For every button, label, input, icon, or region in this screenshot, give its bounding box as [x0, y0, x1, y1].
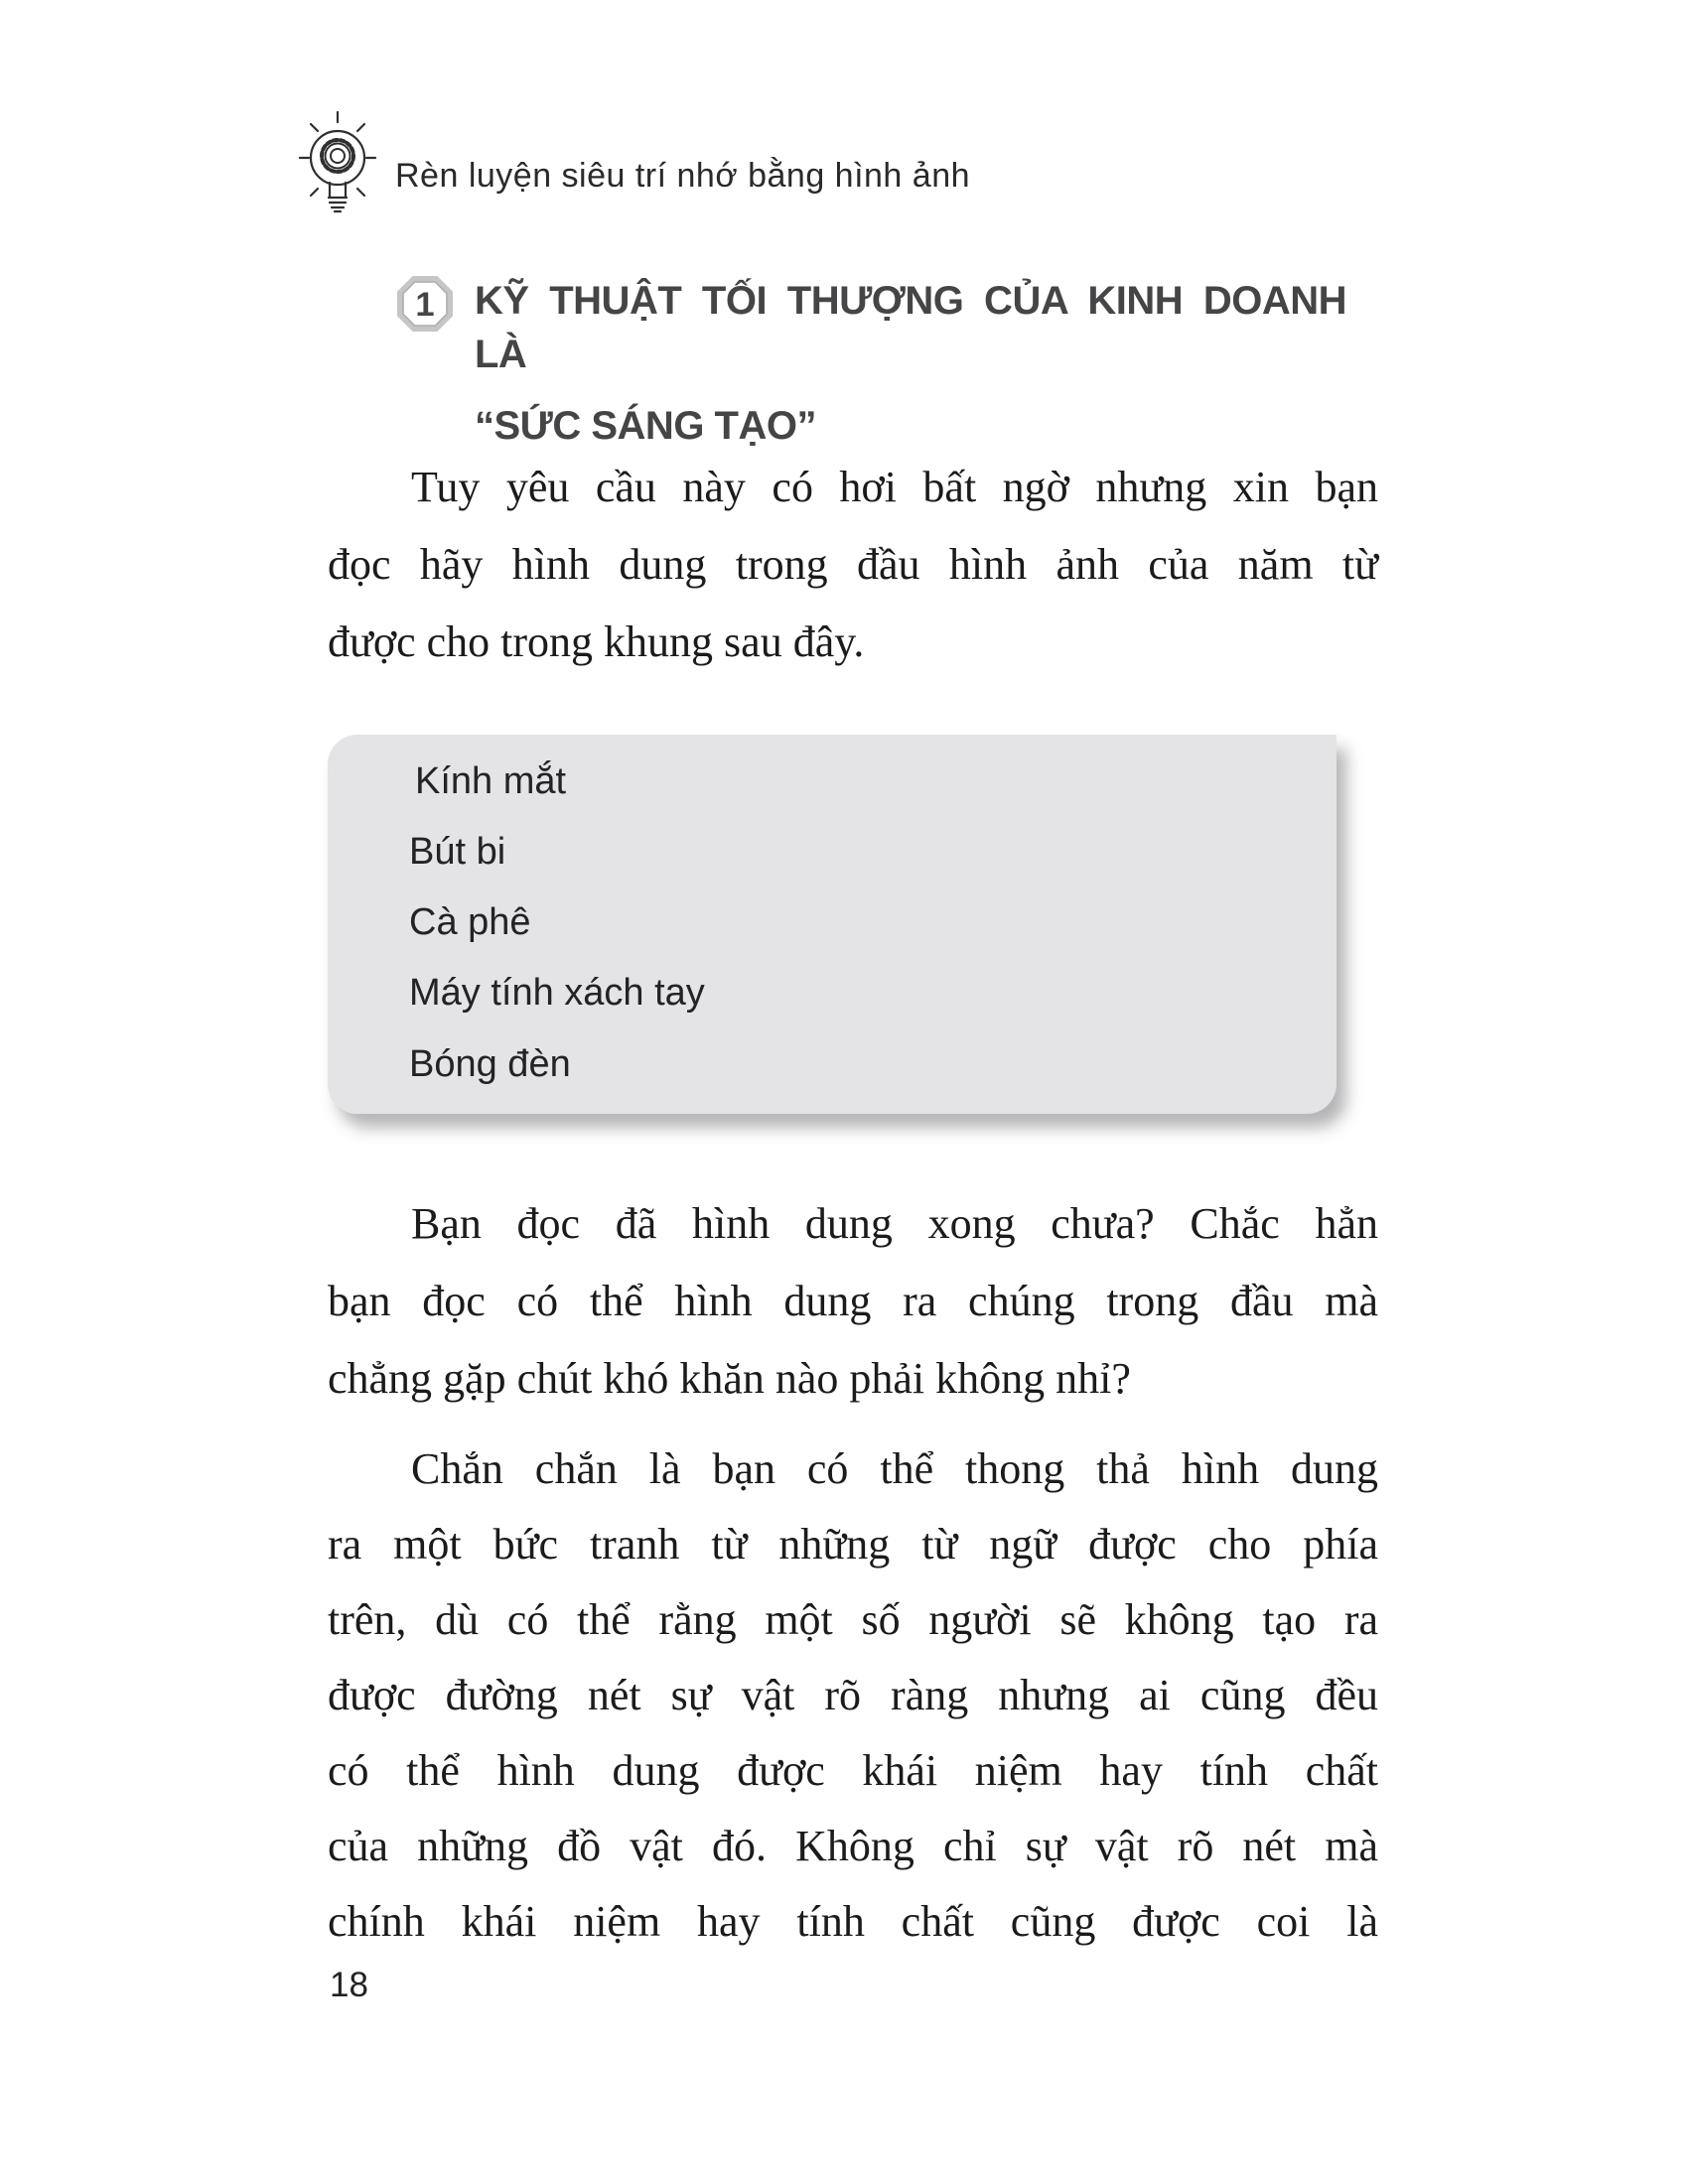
paragraph-line: trên, dù có thể rằng một số người sẽ không tạo ra	[328, 1595, 1378, 1644]
paragraph-line: Bạn đọc đã hình dung xong chưa? Chắc hẳn	[411, 1199, 1378, 1248]
paragraph-line: có thể hình dung được khái niệm hay tính chất	[328, 1746, 1378, 1795]
word-box-item: Kính mắt	[415, 759, 567, 802]
paragraph-line: bạn đọc có thể hình dung ra chúng trong đầu mà	[328, 1277, 1378, 1325]
page-header	[296, 109, 970, 214]
paragraph-2	[328, 1185, 1378, 1418]
paragraph-line: chính khái niệm hay tính chất cũng được coi là	[328, 1897, 1378, 1946]
header-title: Rèn luyện siêu trí nhớ bằng hình ảnh	[395, 156, 971, 195]
word-box-item: Bút bi	[409, 830, 506, 873]
word-box	[328, 735, 1336, 1114]
section-number: 1	[415, 286, 435, 325]
paragraph-line: ra một bức tranh từ những từ ngữ được cho phía	[328, 1520, 1378, 1569]
section-title	[475, 274, 1348, 453]
word-box-item: Máy tính xách tay	[409, 972, 705, 1015]
paragraph-line: được đường nét sự vật rõ ràng nhưng ai cũng đều	[328, 1671, 1378, 1719]
paragraph-line: Tuy yêu cầu này có hơi bất ngờ nhưng xin bạn	[411, 463, 1378, 511]
lightbulb-gear-icon	[296, 109, 379, 214]
section-heading	[397, 274, 1348, 453]
paragraph-1	[328, 449, 1378, 681]
page-number: 18	[330, 1966, 368, 2004]
paragraph-line: đọc hãy hình dung trong đầu hình ảnh của năm từ	[328, 540, 1378, 589]
paragraph-line: của những đồ vật đó. Không chỉ sự vật rõ nét mà	[328, 1822, 1378, 1870]
paragraph-line: Chắn chắn là bạn có thể thong thả hình dung	[411, 1444, 1378, 1493]
section-title-line2: “SỨC SÁNG TẠO”	[475, 404, 816, 448]
word-box-item: Bóng đèn	[409, 1042, 571, 1085]
paragraph-line: được cho trong khung sau đây.	[328, 617, 865, 666]
word-box-item: Cà phê	[409, 901, 531, 944]
section-title-line1: KỸ THUẬT TỐI THƯỢNG CỦA KINH DOANH LÀ	[475, 279, 1346, 376]
paragraph-3	[328, 1432, 1378, 1960]
paragraph-line: chẳng gặp chút khó khăn nào phải không nhỉ?	[328, 1354, 1131, 1403]
section-number-badge	[397, 276, 453, 332]
